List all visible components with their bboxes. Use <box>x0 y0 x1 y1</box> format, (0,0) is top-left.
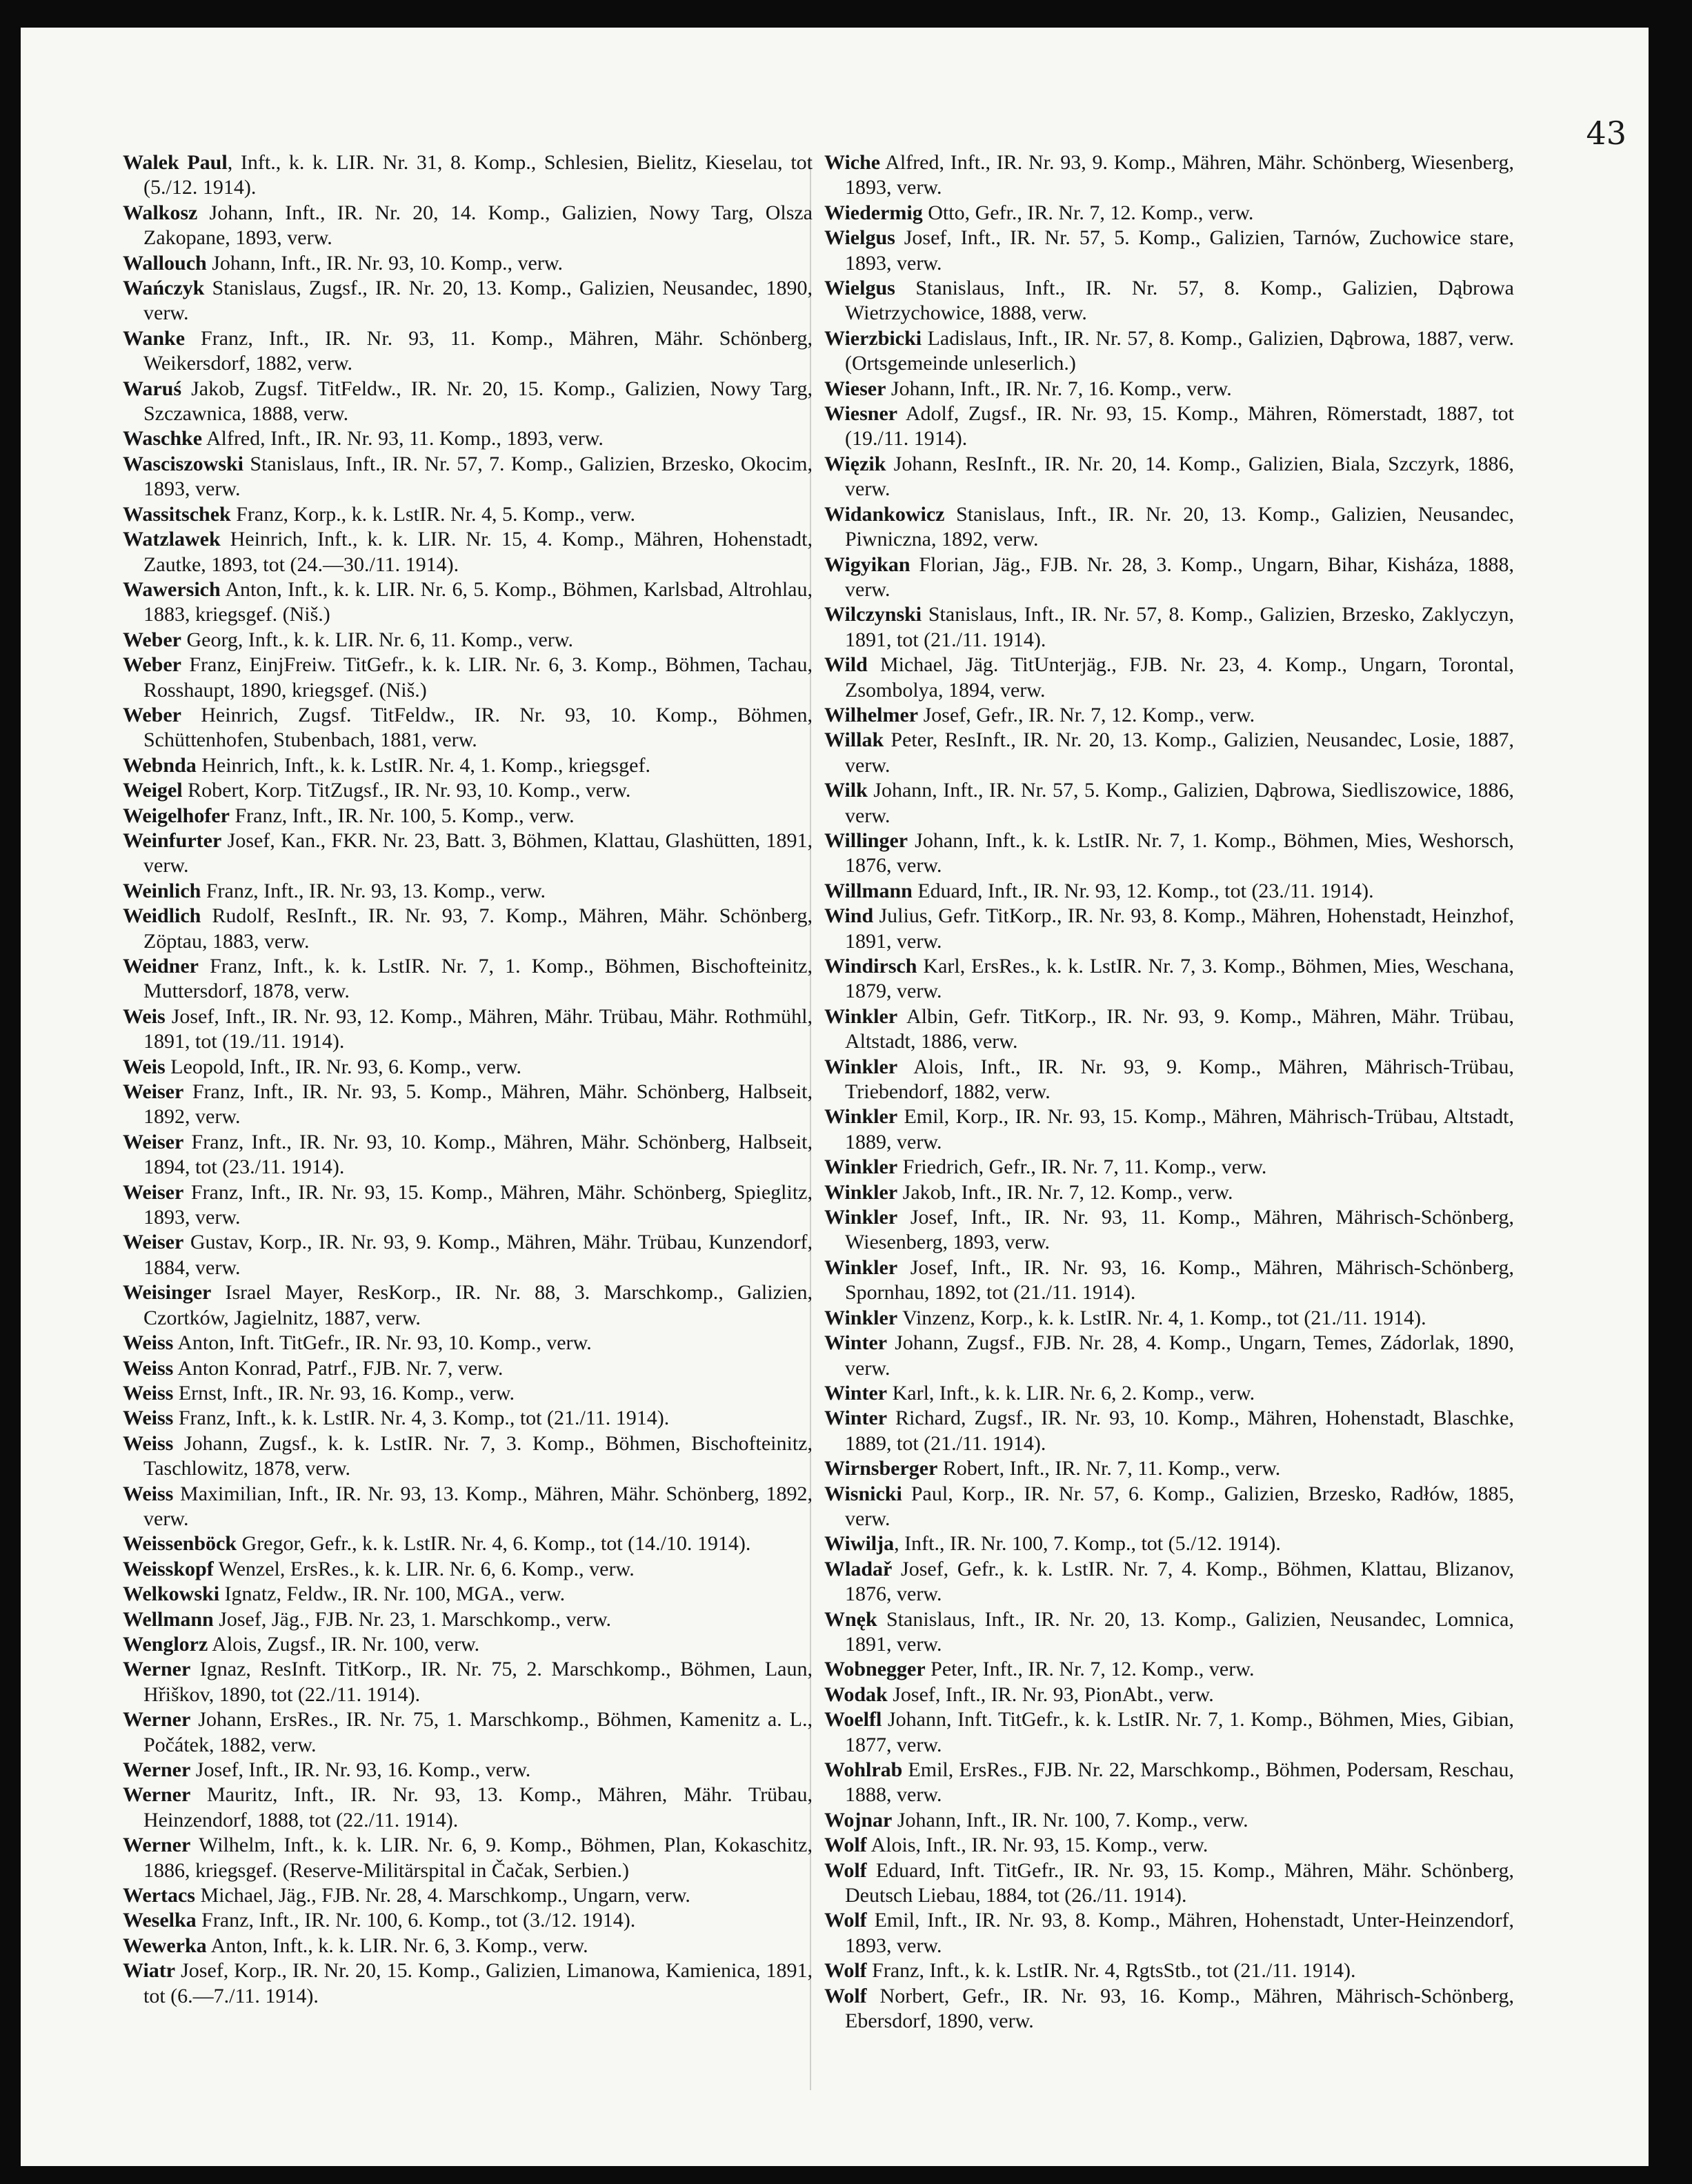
register-entry <box>824 954 1514 1004</box>
register-entry <box>824 1180 1514 1205</box>
entry-details: Michael, Jäg. TitUnterjäg., FJB. Nr. 23, 4. Komp., Ungarn, Torontal, Zsombolya, 1894, verw. <box>845 653 1514 702</box>
register-entry <box>824 1104 1514 1155</box>
entry-details: Josef, Kan., FKR. Nr. 23, Batt. 3, Böhmen, Klattau, Glashütten, 1891, verw. <box>143 828 813 877</box>
entry-details: Franz, Korp., k. k. LstIR. Nr. 4, 5. Komp., verw. <box>230 502 636 526</box>
entry-details: Johann, ResInft., IR. Nr. 20, 14. Komp., Galizien, Biala, Szczyrk, 1886, verw. <box>845 452 1514 501</box>
entry-surname: Weinfurter <box>123 828 222 852</box>
register-entry <box>824 1406 1514 1456</box>
entry-surname: Weinlich <box>123 879 201 902</box>
entry-details: Anton Konrad, Patrf., FJB. Nr. 7, verw. <box>173 1356 504 1380</box>
register-entry <box>824 1858 1514 1909</box>
entry-surname: Winkler <box>824 1180 898 1204</box>
entry-details: Franz, Inft., IR. Nr. 93, 15. Komp., Mähren, Mähr. Schönberg, Spieglitz, 1893, verw. <box>143 1180 813 1229</box>
entry-details: Albin, Gefr. TitKorp., IR. Nr. 93, 9. Komp., Mähren, Mähr. Trübau, Altstadt, 1886, verw. <box>845 1004 1514 1053</box>
register-entry <box>824 778 1514 828</box>
entry-surname: Wassitschek <box>123 502 231 526</box>
register-entry <box>123 828 813 879</box>
entry-details: , Inft., k. k. LIR. Nr. 31, 8. Komp., Schlesien, Bielitz, Kieselau, tot (5./12. 1914). <box>143 151 813 199</box>
entry-details: Heinrich, Inft., k. k. LIR. Nr. 15, 4. Komp., Mähren, Hohenstadt, Zautke, 1893, tot (24.—30./11. 1914). <box>143 528 813 576</box>
register-entry <box>824 1255 1514 1306</box>
register-entry <box>123 879 813 904</box>
register-entry <box>123 1331 813 1356</box>
register-entry <box>824 1682 1514 1707</box>
register-entry <box>123 1707 813 1758</box>
entry-details: Stanislaus, Zugsf., IR. Nr. 20, 13. Komp., Galizien, Neusandec, 1890, verw. <box>143 277 813 325</box>
register-entry <box>123 326 813 377</box>
entry-surname: Wladař <box>824 1557 893 1580</box>
entry-details: Friedrich, Gefr., IR. Nr. 7, 11. Komp., verw. <box>897 1155 1267 1179</box>
register-entry <box>824 1155 1514 1180</box>
entry-details: Ernst, Inft., IR. Nr. 93, 16. Komp., verw. <box>173 1381 515 1404</box>
entry-details: Norbert, Gefr., IR. Nr. 93, 16. Komp., Mähren, Mährisch-Schönberg, Ebersdorf, 1890, verw. <box>845 1984 1514 2033</box>
entry-details: Anton, Inft., k. k. LIR. Nr. 6, 5. Komp., Böhmen, Karlsbad, Altrohlau, 1883, kriegsgef. (Niš.) <box>143 577 813 626</box>
entry-surname: Wilczynski <box>824 603 922 626</box>
register-entry <box>123 1130 813 1180</box>
entry-surname: Wallouch <box>123 251 207 275</box>
entry-surname: Werner <box>123 1708 191 1731</box>
entry-surname: Webnda <box>123 753 197 777</box>
entry-details: Stanislaus, Inft., IR. Nr. 57, 7. Komp., Galizien, Brzesko, Okocim, 1893, verw. <box>143 452 813 501</box>
entry-surname: Wiwilja <box>824 1532 895 1556</box>
register-entry <box>123 1582 813 1607</box>
register-entry <box>123 150 813 201</box>
register-entry <box>123 276 813 326</box>
register-entry <box>824 1908 1514 1958</box>
entry-surname: Weiser <box>123 1180 184 1204</box>
entry-details: Johann, Inft., IR. Nr. 20, 14. Komp., Galizien, Nowy Targ, Olsza Zakopane, 1893, verw. <box>143 201 813 250</box>
entry-surname: Weisskopf <box>123 1557 214 1580</box>
register-entry <box>123 1055 813 1080</box>
register-entry <box>123 377 813 427</box>
entry-surname: Willak <box>824 728 884 752</box>
entry-details: Franz, Inft., IR. Nr. 93, 5. Komp., Mähren, Mähr. Schönberg, Halbseit, 1892, verw. <box>143 1080 813 1129</box>
entry-details: Robert, Inft., IR. Nr. 7, 11. Komp., verw. <box>937 1457 1281 1480</box>
register-entry <box>824 1456 1514 1481</box>
register-entry <box>824 728 1514 778</box>
entry-surname: Wanke <box>123 326 186 350</box>
entry-surname: Wiesner <box>824 402 898 426</box>
register-entry <box>123 452 813 502</box>
register-entry <box>123 628 813 653</box>
register-entry <box>824 602 1514 653</box>
entry-details: Franz, Inft., k. k. LstIR. Nr. 7, 1. Komp., Böhmen, Bischofteinitz, Muttersdorf, 1878, verw. <box>143 955 813 1003</box>
register-entry <box>123 703 813 753</box>
entry-surname: Wohlrab <box>824 1758 903 1781</box>
register-entry <box>824 1657 1514 1682</box>
register-entry <box>123 1958 813 2009</box>
right-column <box>824 150 1514 2034</box>
entry-surname: Wiche <box>824 151 881 174</box>
entry-details: Alfred, Inft., IR. Nr. 93, 11. Komp., 1893, verw. <box>202 427 604 450</box>
register-entry <box>123 1657 813 1707</box>
entry-surname: Werner <box>123 1758 191 1781</box>
entry-details: Johann, Zugsf., FJB. Nr. 28, 4. Komp., Ungarn, Temes, Zádorlak, 1890, verw. <box>845 1331 1514 1380</box>
entry-details: Stanislaus, Inft., IR. Nr. 20, 13. Komp., Galizien, Neusandec, Lomnica, 1891, verw. <box>845 1607 1514 1656</box>
entry-surname: Wobnegger <box>824 1658 926 1681</box>
entry-surname: Watzlawek <box>123 528 221 551</box>
entry-details: Josef, Korp., IR. Nr. 20, 15. Komp., Galizien, Limanowa, Kamienica, 1891, tot (6.—7./11. 1914). <box>143 1959 813 2007</box>
entry-details: Otto, Gefr., IR. Nr. 7, 12. Komp., verw. <box>922 201 1254 224</box>
entry-details: Johann, Inft., k. k. LstIR. Nr. 7, 1. Komp., Böhmen, Mies, Weshorsch, 1876, verw. <box>845 828 1514 877</box>
entry-details: Rudolf, ResInft., IR. Nr. 93, 7. Komp., Mähren, Mähr. Schönberg, Zöptau, 1883, verw. <box>143 904 813 953</box>
register-entry <box>123 577 813 628</box>
entry-details: Wilhelm, Inft., k. k. LIR. Nr. 6, 9. Komp., Böhmen, Plan, Kokaschitz, 1886, kriegsgef. (Reserve-Militärspital in Čačak, Serbien.) <box>143 1834 813 1882</box>
entry-surname: Weis <box>123 1004 166 1028</box>
register-entry <box>824 226 1514 276</box>
entry-surname: Widankowicz <box>824 502 945 526</box>
entry-details: Peter, ResInft., IR. Nr. 20, 13. Komp., Galizien, Neusandec, Losie, 1887, verw. <box>845 728 1514 777</box>
register-entry <box>824 326 1514 377</box>
register-entry <box>123 201 813 251</box>
entry-surname: Willinger <box>824 828 908 852</box>
entry-details: Anton, Inft. TitGefr., IR. Nr. 93, 10. Komp., verw. <box>173 1331 592 1355</box>
entry-surname: Weissenböck <box>123 1532 237 1556</box>
entry-details: Alois, Inft., IR. Nr. 93, 15. Komp., verw. <box>866 1834 1208 1857</box>
register-entry <box>824 502 1514 553</box>
entry-details: Karl, Inft., k. k. LIR. Nr. 6, 2. Komp., verw. <box>887 1381 1255 1404</box>
entry-surname: Werner <box>123 1834 191 1857</box>
register-entry <box>123 1783 813 1833</box>
entry-details: Heinrich, Inft., k. k. LstIR. Nr. 4, 1. Komp., kriegsgef. <box>196 753 650 777</box>
entry-surname: Wolf <box>824 1959 867 1983</box>
register-entry <box>824 1984 1514 2034</box>
entry-surname: Weber <box>123 628 181 651</box>
entry-surname: Weigel <box>123 779 183 802</box>
entry-details: Wenzel, ErsRes., k. k. LIR. Nr. 6, 6. Komp., verw. <box>213 1557 635 1580</box>
register-entry <box>824 653 1514 703</box>
entry-surname: Wiedermig <box>824 201 923 224</box>
entry-details: Heinrich, Zugsf. TitFeldw., IR. Nr. 93, 10. Komp., Böhmen, Schüttenhofen, Stubenbach, 1881, verw. <box>143 703 813 752</box>
entry-surname: Werner <box>123 1783 191 1807</box>
register-entry <box>123 1406 813 1431</box>
register-entry <box>123 1431 813 1482</box>
register-entry <box>824 1758 1514 1808</box>
entry-surname: Wodak <box>824 1682 888 1706</box>
entry-surname: Winkler <box>824 1055 898 1078</box>
entry-details: Johann, Inft., IR. Nr. 93, 10. Komp., verw. <box>206 251 564 275</box>
entry-surname: Weselka <box>123 1909 197 1932</box>
register-entry <box>824 1607 1514 1658</box>
entry-surname: Welkowski <box>123 1582 220 1606</box>
register-entry <box>824 1004 1514 1055</box>
register-entry <box>824 201 1514 226</box>
register-entry <box>123 954 813 1004</box>
entry-surname: Windirsch <box>824 955 917 977</box>
entry-surname: Wellmann <box>123 1607 214 1631</box>
register-entry <box>123 1607 813 1632</box>
entry-details: Jakob, Zugsf. TitFeldw., IR. Nr. 20, 15. Komp., Galizien, Nowy Targ, Szczawnica, 1888, verw. <box>143 377 813 426</box>
entry-surname: Weiss <box>123 1381 174 1404</box>
entry-surname: Weiss <box>123 1407 174 1430</box>
register-entry <box>824 452 1514 502</box>
entry-details: Gustav, Korp., IR. Nr. 93, 9. Komp., Mähren, Mähr. Trübau, Kunzendorf, 1884, verw. <box>143 1231 813 1279</box>
register-entry <box>123 502 813 527</box>
entry-surname: Wieser <box>824 377 886 400</box>
entry-details: Franz, Inft., IR. Nr. 93, 11. Komp., Mähren, Mähr. Schönberg, Weikersdorf, 1882, verw. <box>143 326 813 375</box>
register-entry <box>123 904 813 954</box>
register-entry <box>123 1883 813 1908</box>
register-entry <box>824 703 1514 728</box>
entry-surname: Winkler <box>824 1004 898 1028</box>
entry-details: Stanislaus, Inft., IR. Nr. 57, 8. Komp., Galizien, Dąbrowa Wietrzychowice, 1888, verw. <box>845 277 1514 325</box>
entry-surname: Winter <box>824 1407 888 1430</box>
entry-details: Maximilian, Inft., IR. Nr. 93, 13. Komp., Mähren, Mähr. Schönberg, 1892, verw. <box>143 1482 813 1530</box>
register-entry <box>824 904 1514 954</box>
entry-details: Franz, Inft., k. k. LstIR. Nr. 4, RgtsStb., tot (21./11. 1914). <box>866 1959 1356 1983</box>
register-entry <box>123 251 813 276</box>
register-entry <box>123 804 813 828</box>
register-entry <box>123 1557 813 1582</box>
entry-details: Adolf, Zugsf., IR. Nr. 93, 15. Komp., Mähren, Römerstadt, 1887, tot (19./11. 1914). <box>845 402 1514 450</box>
register-entry <box>824 1055 1514 1105</box>
entry-surname: Wild <box>824 653 868 677</box>
entry-details: Johann, Zugsf., k. k. LstIR. Nr. 7, 3. Komp., Böhmen, Bischofteinitz, Taschlowitz, 1878, verw. <box>143 1431 813 1480</box>
entry-details: Stanislaus, Inft., IR. Nr. 57, 8. Komp., Galizien, Brzesko, Zaklyczyn, 1891, tot (21./11. 1914). <box>845 603 1514 651</box>
entry-details: Gregor, Gefr., k. k. LstIR. Nr. 4, 6. Komp., tot (14./10. 1914). <box>237 1532 751 1556</box>
entry-surname: Wilhelmer <box>824 703 919 726</box>
entry-surname: Winkler <box>824 1306 898 1329</box>
register-entry <box>123 1934 813 1958</box>
entry-details: Josef, Inft., IR. Nr. 93, 16. Komp., Mähren, Mährisch-Schönberg, Spornhau, 1892, tot (21./11. 1914). <box>845 1255 1514 1304</box>
entry-surname: Wigyikan <box>824 553 910 576</box>
entry-surname: Wawersich <box>123 577 221 601</box>
entry-details: Franz, Inft., IR. Nr. 100, 6. Komp., tot (3./12. 1914). <box>196 1909 636 1932</box>
register-entry <box>824 1531 1514 1556</box>
register-entry <box>123 1381 813 1406</box>
entry-surname: Weiss <box>123 1431 174 1455</box>
register-entry <box>123 1356 813 1381</box>
register-entry <box>123 1482 813 1532</box>
entry-details: Eduard, Inft. TitGefr., IR. Nr. 93, 15. Komp., Mähren, Mähr. Schönberg, Deutsch Liebau, 1884, tot (26./11. 1914). <box>845 1858 1514 1907</box>
register-entry <box>824 1808 1514 1833</box>
entry-details: Alfred, Inft., IR. Nr. 93, 9. Komp., Mähren, Mähr. Schönberg, Wiesenberg, 1893, verw. <box>845 151 1514 199</box>
entry-details: Josef, Gefr., IR. Nr. 7, 12. Komp., verw. <box>918 703 1255 726</box>
register-entry <box>824 1707 1514 1758</box>
entry-surname: Walek Paul <box>123 151 228 174</box>
entry-details: Stanislaus, Inft., IR. Nr. 20, 13. Komp., Galizien, Neusandec, Piwniczna, 1892, verw. <box>845 502 1514 551</box>
entry-surname: Weis <box>123 1055 166 1078</box>
entry-surname: Więzik <box>824 452 886 475</box>
entry-details: Anton, Inft., k. k. LIR. Nr. 6, 3. Komp., verw. <box>206 1934 588 1957</box>
entry-details: Michael, Jäg., FJB. Nr. 28, 4. Marschkomp., Ungarn, verw. <box>195 1884 690 1907</box>
entry-surname: Weiser <box>123 1130 184 1153</box>
register-entry <box>123 426 813 451</box>
entry-surname: Winkler <box>824 1206 898 1229</box>
register-entry <box>123 1632 813 1657</box>
entry-surname: Winter <box>824 1381 888 1404</box>
entry-surname: Winkler <box>824 1255 898 1279</box>
register-entry <box>824 1557 1514 1607</box>
entry-surname: Weidlich <box>123 904 201 928</box>
register-entry <box>123 1230 813 1280</box>
entry-details: Georg, Inft., k. k. LIR. Nr. 6, 11. Komp., verw. <box>181 628 573 651</box>
entry-details: Franz, Inft., IR. Nr. 93, 10. Komp., Mähren, Mähr. Schönberg, Halbseit, 1894, tot (23./11. 1914). <box>143 1130 813 1179</box>
register-entry <box>824 1381 1514 1406</box>
entry-details: Johann, Inft., IR. Nr. 100, 7. Komp., verw. <box>892 1808 1248 1831</box>
entry-details: Franz, Inft., IR. Nr. 93, 13. Komp., verw. <box>201 879 546 902</box>
entry-surname: Wnęk <box>824 1607 877 1631</box>
register-entry <box>824 828 1514 879</box>
entry-details: Johann, Inft., IR. Nr. 7, 16. Komp., verw. <box>886 377 1232 400</box>
entry-details: Jakob, Inft., IR. Nr. 7, 12. Komp., verw. <box>897 1180 1233 1204</box>
entry-surname: Walkosz <box>123 201 198 224</box>
entry-surname: Weiser <box>123 1231 184 1254</box>
entry-details: Johann, Inft. TitGefr., k. k. LstIR. Nr. 7, 1. Komp., Böhmen, Mies, Gibian, 1877, verw. <box>845 1708 1514 1756</box>
register-entry <box>824 1205 1514 1255</box>
entry-details: Alois, Zugsf., IR. Nr. 100, verw. <box>208 1632 480 1656</box>
entry-details: Franz, Inft., IR. Nr. 100, 5. Komp., verw. <box>229 804 575 827</box>
register-entry <box>824 879 1514 904</box>
entry-details: Josef, Inft., IR. Nr. 93, 16. Komp., verw. <box>190 1758 531 1781</box>
entry-surname: Wasciszowski <box>123 452 244 475</box>
entry-details: Josef, Jäg., FJB. Nr. 23, 1. Marschkomp., verw. <box>213 1607 612 1631</box>
register-entry <box>123 778 813 803</box>
register-entry <box>824 1958 1514 1983</box>
register-entry <box>123 1531 813 1556</box>
entry-details: Josef, Inft., IR. Nr. 93, 12. Komp., Mähren, Mähr. Trübau, Mähr. Rothmühl, 1891, tot (19./11. 1914). <box>143 1004 813 1053</box>
entry-details: Franz, Inft., k. k. LstIR. Nr. 4, 3. Komp., tot (21./11. 1914). <box>173 1407 670 1430</box>
entry-details: Karl, ErsRes., k. k. LstIR. Nr. 7, 3. Komp., Böhmen, Mies, Weschana, 1879, verw. <box>845 955 1514 1003</box>
register-entry <box>123 1280 813 1331</box>
entry-details: Ignaz, ResInft. TitKorp., IR. Nr. 75, 2. Marschkomp., Böhmen, Laun, Hřiškov, 1890, tot (22./11. 1914). <box>143 1658 813 1706</box>
entry-details: Alois, Inft., IR. Nr. 93, 9. Komp., Mähren, Mährisch-Trübau, Triebendorf, 1882, verw. <box>845 1055 1514 1104</box>
entry-surname: Weiss <box>123 1482 174 1505</box>
entry-surname: Willmann <box>824 879 913 902</box>
left-column <box>123 150 813 2009</box>
entry-surname: Wolf <box>824 1858 867 1882</box>
entry-surname: Wańczyk <box>123 277 205 300</box>
entry-surname: Wielgus <box>824 277 895 300</box>
entry-details: Josef, Inft., IR. Nr. 93, PionAbt., verw. <box>887 1682 1214 1706</box>
entry-details: Richard, Zugsf., IR. Nr. 93, 10. Komp., Mähren, Hohenstadt, Blaschke, 1889, tot (21./11. 1914). <box>845 1407 1514 1455</box>
entry-surname: Wierzbicki <box>824 326 922 350</box>
entry-details: Emil, ErsRes., FJB. Nr. 22, Marschkomp., Böhmen, Podersam, Reschau, 1888, verw. <box>845 1758 1514 1807</box>
entry-details: Emil, Inft., IR. Nr. 93, 8. Komp., Mähren, Hohenstadt, Unter-Heinzendorf, 1893, verw. <box>845 1909 1514 1957</box>
entry-details: Josef, Inft., IR. Nr. 57, 5. Komp., Galizien, Tarnów, Zuchowice stare, 1893, verw. <box>845 226 1514 275</box>
entry-surname: Wolf <box>824 1834 867 1857</box>
entry-details: Eduard, Inft., IR. Nr. 93, 12. Komp., tot (23./11. 1914). <box>912 879 1374 902</box>
register-entry <box>824 401 1514 452</box>
entry-surname: Waruś <box>123 377 182 400</box>
document-page <box>21 28 1649 2166</box>
register-entry <box>824 1331 1514 1381</box>
entry-surname: Weber <box>123 703 181 726</box>
entry-details: Josef, Inft., IR. Nr. 93, 11. Komp., Mähren, Mährisch-Schönberg, Wiesenberg, 1893, verw. <box>845 1206 1514 1254</box>
register-entry <box>824 553 1514 603</box>
register-entry <box>123 1004 813 1055</box>
entry-surname: Wind <box>824 904 874 928</box>
entry-surname: Wielgus <box>824 226 895 250</box>
register-entry <box>123 1080 813 1130</box>
entry-details: Emil, Korp., IR. Nr. 93, 15. Komp., Mähren, Mährisch-Trübau, Altstadt, 1889, verw. <box>845 1105 1514 1153</box>
entry-surname: Weiss <box>123 1331 174 1355</box>
register-entry <box>824 1482 1514 1532</box>
entry-surname: Weiss <box>123 1356 174 1380</box>
entry-surname: Weisinger <box>123 1281 212 1304</box>
entry-details: Mauritz, Inft., IR. Nr. 93, 13. Komp., Mähren, Mähr. Trübau, Heinzendorf, 1888, tot (22./11. 1914). <box>143 1783 813 1831</box>
register-entry <box>123 1908 813 1933</box>
entry-surname: Wiatr <box>123 1959 176 1983</box>
entry-details: Leopold, Inft., IR. Nr. 93, 6. Komp., verw. <box>165 1055 521 1078</box>
entry-surname: Wenglorz <box>123 1632 208 1656</box>
entry-details: Vinzenz, Korp., k. k. LstIR. Nr. 4, 1. Komp., tot (21./11. 1914). <box>897 1306 1426 1329</box>
register-entry <box>824 276 1514 326</box>
register-entry <box>123 753 813 778</box>
register-entry <box>123 527 813 577</box>
entry-surname: Wewerka <box>123 1934 207 1957</box>
entry-details: Josef, Gefr., k. k. LstIR. Nr. 7, 4. Komp., Böhmen, Klattau, Blizanov, 1876, verw. <box>845 1557 1514 1606</box>
entry-details: Paul, Korp., IR. Nr. 57, 6. Komp., Galizien, Brzesko, Radłów, 1885, verw. <box>845 1482 1514 1530</box>
entry-surname: Winkler <box>824 1105 898 1129</box>
register-entry <box>824 1833 1514 1858</box>
entry-surname: Waschke <box>123 427 203 450</box>
entry-surname: Werner <box>123 1658 191 1681</box>
entry-surname: Wilk <box>824 779 868 802</box>
entry-surname: Wirnsberger <box>824 1457 938 1480</box>
register-entry <box>824 150 1514 201</box>
entry-details: Florian, Jäg., FJB. Nr. 28, 3. Komp., Ungarn, Bihar, Kisháza, 1888, verw. <box>845 553 1514 601</box>
entry-surname: Winkler <box>824 1155 898 1179</box>
entry-surname: Wertacs <box>123 1884 195 1907</box>
entry-surname: Weiser <box>123 1080 184 1104</box>
entry-surname: Winter <box>824 1331 888 1355</box>
register-entry <box>824 377 1514 401</box>
entry-details: Franz, EinjFreiw. TitGefr., k. k. LIR. Nr. 6, 3. Komp., Böhmen, Tachau, Rosshaupt, 1890, kriegsgef. (Niš.) <box>143 653 813 702</box>
register-entry <box>824 1306 1514 1331</box>
entry-details: Julius, Gefr. TitKorp., IR. Nr. 93, 8. Komp., Mähren, Hohenstadt, Heinzhof, 1891, verw. <box>845 904 1514 953</box>
entry-details: Johann, ErsRes., IR. Nr. 75, 1. Marschkomp., Böhmen, Kamenitz a. L., Počátek, 1882, verw. <box>143 1708 813 1756</box>
entry-details: , Inft., IR. Nr. 100, 7. Komp., tot (5./12. 1914). <box>894 1532 1281 1556</box>
entry-surname: Wolf <box>824 1909 867 1932</box>
register-entry <box>123 1758 813 1783</box>
entry-surname: Wolf <box>824 1984 867 2007</box>
entry-surname: Woelfl <box>824 1708 882 1731</box>
entry-details: Ladislaus, Inft., IR. Nr. 57, 8. Komp., Galizien, Dąbrowa, 1887, verw. (Ortsgemeinde unleserlich.) <box>845 326 1514 375</box>
register-entry <box>123 1833 813 1883</box>
entry-details: Peter, Inft., IR. Nr. 7, 12. Komp., verw. <box>925 1658 1255 1681</box>
page-number: 43 <box>1586 115 1626 152</box>
entry-surname: Wojnar <box>824 1808 893 1831</box>
entry-details: Johann, Inft., IR. Nr. 57, 5. Komp., Galizien, Dąbrowa, Siedliszowice, 1886, verw. <box>845 779 1514 827</box>
entry-details: Robert, Korp. TitZugsf., IR. Nr. 93, 10. Komp., verw. <box>182 779 631 802</box>
entry-surname: Weigelhofer <box>123 804 230 827</box>
entry-details: Israel Mayer, ResKorp., IR. Nr. 88, 3. Marschkomp., Galizien, Czortków, Jagielnitz, 1887, verw. <box>143 1281 813 1329</box>
entry-surname: Wisnicki <box>824 1482 902 1505</box>
register-entry <box>123 1180 813 1231</box>
entry-details: Ignatz, Feldw., IR. Nr. 100, MGA., verw. <box>219 1582 566 1606</box>
register-entry <box>123 653 813 703</box>
entry-surname: Weber <box>123 653 181 677</box>
entry-surname: Weidner <box>123 955 199 977</box>
